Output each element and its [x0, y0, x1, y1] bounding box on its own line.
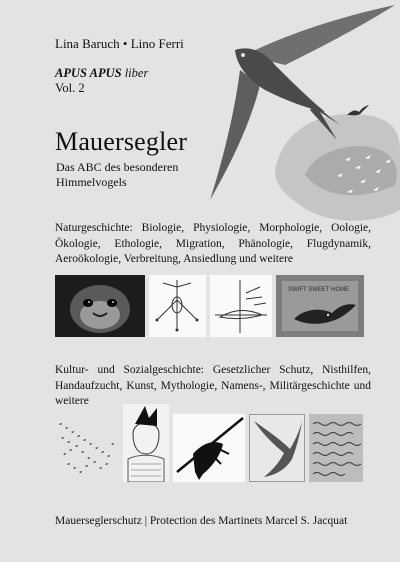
- flight-dynamics-diagram: [210, 275, 272, 337]
- authors: [55, 36, 184, 52]
- nest-box-photo: [276, 275, 364, 337]
- cultural-history-topics: Kultur- und Sozialgeschichte: Gesetzlicher Schutz, Nisthilfen, Handaufzucht, Kunst, Mythologie, Namens-, Militärgeschichte und weitere: [55, 364, 371, 407]
- subtitle-line-1: Das ABC des besonderen: [56, 160, 179, 174]
- subtitle-line-2: Himmelvogels: [56, 175, 127, 189]
- series-volume: Vol. 2: [55, 81, 85, 95]
- small-swift-icon: [347, 105, 369, 119]
- footer-publisher: Mauerseglerschutz | Protection des Martinets Marcel S. Jacquat: [55, 515, 348, 527]
- spear-figure-drawing: [173, 414, 245, 482]
- series-name: APUS APUS: [55, 66, 122, 80]
- author-separator: •: [122, 36, 128, 51]
- swift-flying-icon: [205, 0, 400, 240]
- small-swift-illustration: [347, 105, 369, 124]
- mythology-drawing: [123, 404, 169, 482]
- sign-text: SWIFT SWEET HOME: [288, 287, 350, 293]
- natural-history-topics: Naturgeschichte: Biologie, Physiologie, Morphologie, Oologie, Ökologie, Ethologie, Migration, Phänologie, Flugdynamik, Aeroökologie, Verbreitung, Ansiedlung und weitere: [55, 222, 371, 265]
- series-info: [55, 66, 148, 96]
- series-liber: liber: [124, 66, 149, 80]
- swift-flock-icon: [55, 414, 119, 482]
- author-2: Lino Ferri: [130, 36, 184, 51]
- manuscript-image: [309, 414, 363, 482]
- author-1: Lina Baruch: [55, 36, 120, 51]
- swift-emblem: [249, 414, 305, 482]
- book-title: Mauersegler: [55, 127, 188, 156]
- anatomy-diagram: [149, 275, 206, 337]
- natural-history-images: [55, 275, 364, 337]
- swift-hero-illustration: [205, 0, 400, 245]
- swift-face-photo: [55, 275, 145, 337]
- book-subtitle: [56, 160, 206, 190]
- flock-pattern-image: [55, 414, 119, 492]
- cultural-history-images: [55, 404, 363, 482]
